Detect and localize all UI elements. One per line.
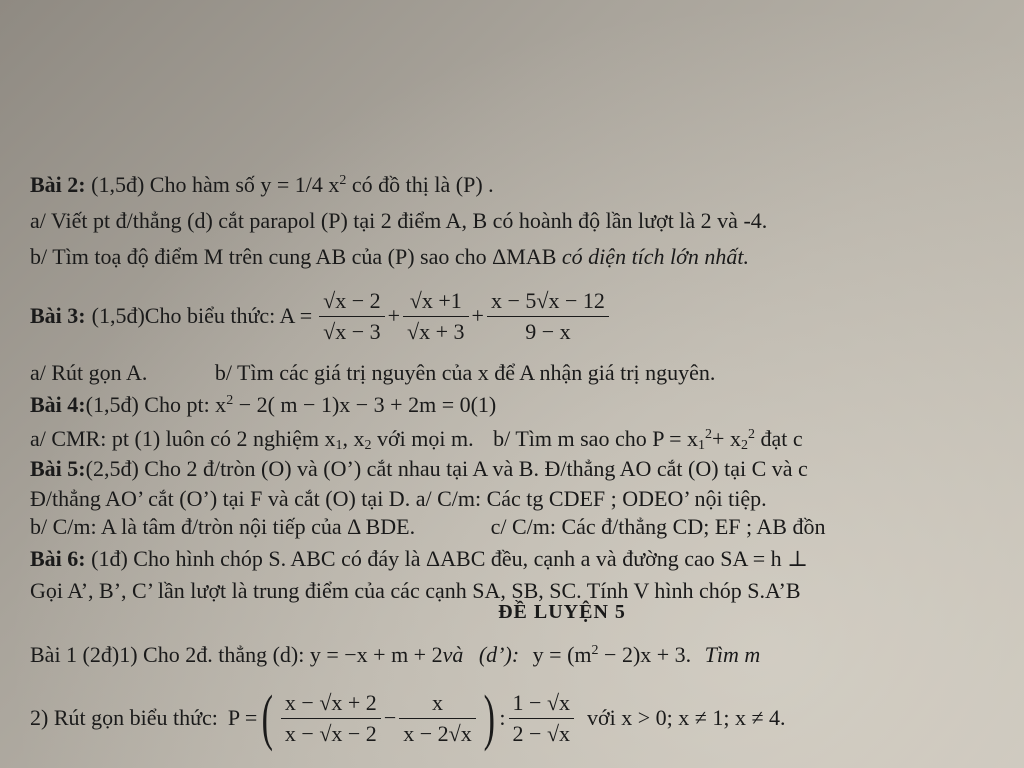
rutgon-frac-3: $\frac{1 - √x}{2 - √x}$ <box>509 690 575 747</box>
bai2-a: a/ Viết pt đ/thẳng (d) cắt parapol (P) tại 2 điểm A, B có hoành độ lần lượt là 2 và -4. <box>30 208 768 233</box>
bai5-label: Bài 5: <box>30 456 86 481</box>
rutgon-frac-1: $\frac{x - √x + 2}{x - √x - 2}$ <box>281 690 381 747</box>
bai3-f1-num-rest: − 2 <box>346 287 381 313</box>
section-heading: ĐỀ LUYỆN 5 <box>498 601 626 623</box>
bai4-a-s1: 1 <box>335 438 343 453</box>
bai3-b: b/ Tìm các giá trị nguyên của x để A nhận giá trị nguyên. <box>214 360 716 385</box>
rutgon-colon: : <box>499 705 506 730</box>
bai1-eq-post: − 2)x + 3. <box>598 642 692 667</box>
rg-f1-num-pre: x − <box>284 689 320 715</box>
rg-f2-num: x <box>399 690 476 719</box>
bai2-text: (1,5đ) Cho hàm số y = 1/4 x <box>91 172 340 197</box>
rg-f1-num-post: + 2 <box>342 689 377 715</box>
bai3-f2-den-rad: x <box>419 318 431 344</box>
rutgon-frac-2: $\frac{x}{x - 2√x}$ <box>399 690 476 747</box>
bai1-eq-pre: y = (m <box>532 642 592 667</box>
rg-f2-den-rad: x <box>460 720 472 746</box>
bai4-text: (1,5đ) Cho pt: x <box>85 392 227 417</box>
rutgon-line <box>30 678 786 758</box>
rg-f3-num-rad: x <box>559 689 571 715</box>
right-paren: ) <box>483 684 495 752</box>
bai2-label: Bài 2: <box>30 172 86 197</box>
bai4-line <box>30 392 496 418</box>
bai4-tail: − 2( m − 1)x − 3 + 2m = 0(1) <box>233 392 497 417</box>
rg-f3-den-rad: x <box>559 720 571 746</box>
rg-f1-den-post: − 2 <box>342 720 377 746</box>
bai4-label: Bài 4: <box>30 392 86 417</box>
bai5-line <box>30 456 808 482</box>
bai3-f1-den-rest: − 3 <box>346 318 381 344</box>
bai4-a-mid: , x <box>342 426 365 451</box>
rutgon-P: P = <box>227 705 258 730</box>
rg-f1-den-pre: x − <box>284 720 320 746</box>
bai3-frac-1: $\frac{√x - 2}{√x - 3}$ <box>319 288 385 345</box>
bai3-f3-num-rest: − 12 <box>559 287 605 313</box>
bai3-plus-1: + <box>387 303 401 328</box>
bai3-f2-num-rad: x <box>421 287 433 313</box>
bai1-va: và <box>442 642 464 667</box>
bai3-parts <box>30 360 715 386</box>
bai4-b-mid: + x <box>712 426 741 451</box>
bai1-line <box>30 642 760 668</box>
bai3-a: a/ Rút gọn A. <box>30 360 148 385</box>
bai1-text-pre: Bài 1 (2đ)1) Cho 2đ. thẳng (d): y = −x + m + 2 <box>30 642 443 667</box>
bai1-tim: Tìm m <box>704 642 761 667</box>
bai2-b <box>30 244 749 270</box>
bai4-a-s2: 2 <box>364 438 372 453</box>
rg-f1-den-rad: x <box>331 720 343 746</box>
bai4-b-s2: 2 <box>740 438 748 453</box>
left-paren: ( <box>261 684 274 752</box>
bai6-l2: Gọi A’, B’, C’ lần lượt là trung điểm của các cạnh SA, SB, SC. Tính V hình chóp S.A’B <box>30 578 801 603</box>
bai4-b-e2: 2 <box>747 427 755 442</box>
bai1-eq-exp: 2 <box>591 643 599 658</box>
bai5-l2: Đ/thẳng AO’ cắt (O’) tại F và cắt (O) tại D. a/ C/m: Các tg CDEF ; ODEO’ nội tiệp. <box>30 486 767 511</box>
rg-f3-num-pre: 1 − <box>512 689 547 715</box>
bai4-b-pre: b/ Tìm m sao cho P = x <box>493 426 699 451</box>
rutgon-cond: với x > 0; x ≠ 1; x ≠ 4. <box>587 705 786 730</box>
bai6-text: (1đ) Cho hình chóp S. ABC có đáy là ΔABC đều, cạnh a và đường cao SA = h ⊥ <box>91 546 808 571</box>
rg-f2-den-pre: x − 2 <box>403 720 449 746</box>
rutgon-label: 2) Rút gọn biểu thức: <box>30 705 218 730</box>
bai2-tail: có đồ thị là (P) . <box>346 172 494 197</box>
rg-f1-num-rad: x <box>331 689 343 715</box>
bai5-text: (2,5đ) Cho 2 đ/tròn (O) và (O’) cắt nhau tại A và B. Đ/thẳng AO cắt (O) tại C và c <box>85 456 808 481</box>
bai3-line <box>30 286 612 346</box>
rg-f3-den-pre: 2 − <box>512 720 547 746</box>
bai3-plus-2: + <box>471 303 484 328</box>
rutgon-minus: − <box>383 705 397 730</box>
bai3-f3-num-a: x − 5 <box>490 287 537 313</box>
bai5-l3a: b/ C/m: A là tâm đ/tròn nội tiếp của Δ BDE. <box>30 514 416 539</box>
bai3-f1-num-rad: x <box>335 287 347 313</box>
bai3-f2-den-rest: + 3 <box>430 318 465 344</box>
bai3-frac-2: $\frac{√x +1}{√x + 3}$ <box>403 288 469 345</box>
bai3-frac-3: $\frac{x - 5√x - 12}{9 - x}$ <box>487 288 609 345</box>
bai4-b-e1: 2 <box>705 427 713 442</box>
bai6-line <box>30 546 808 572</box>
bai4-b-post: đạt c <box>754 426 803 451</box>
bai5-l3b: c/ C/m: Các đ/thẳng CD; EF ; AB đồn <box>490 514 826 539</box>
bai5-l3 <box>30 514 825 540</box>
bai4-b-s1: 1 <box>698 438 706 453</box>
bai2-b-post: có diện tích lớn nhất. <box>556 244 750 269</box>
bai3-f1-den-rad: x <box>335 318 347 344</box>
bai3-f3-num-rad: x <box>548 287 560 313</box>
bai4-parts <box>30 426 803 452</box>
bai2-line <box>30 172 494 198</box>
bai4-a-post: với mọi m. <box>371 426 474 451</box>
bai3-f3-den: 9 − x <box>525 318 571 344</box>
bai3-label: Bài 3: <box>30 303 86 328</box>
bai2-exp: 2 <box>339 173 347 188</box>
bai2-b-tri: ΔMAB <box>492 244 557 269</box>
bai4-exp: 2 <box>226 393 234 408</box>
bai3-f2-num-rest: +1 <box>432 287 462 313</box>
bai4-a-pre: a/ CMR: pt (1) luôn có 2 nghiệm x <box>30 426 336 451</box>
bai2-b-pre: b/ Tìm toạ độ điểm M trên cung AB của (P) sao cho <box>30 244 493 269</box>
bai3-text: (1,5đ)Cho biểu thức: A = <box>91 303 313 328</box>
bai1-dprime: (d’): <box>478 642 520 667</box>
bai6-label: Bài 6: <box>30 546 86 571</box>
